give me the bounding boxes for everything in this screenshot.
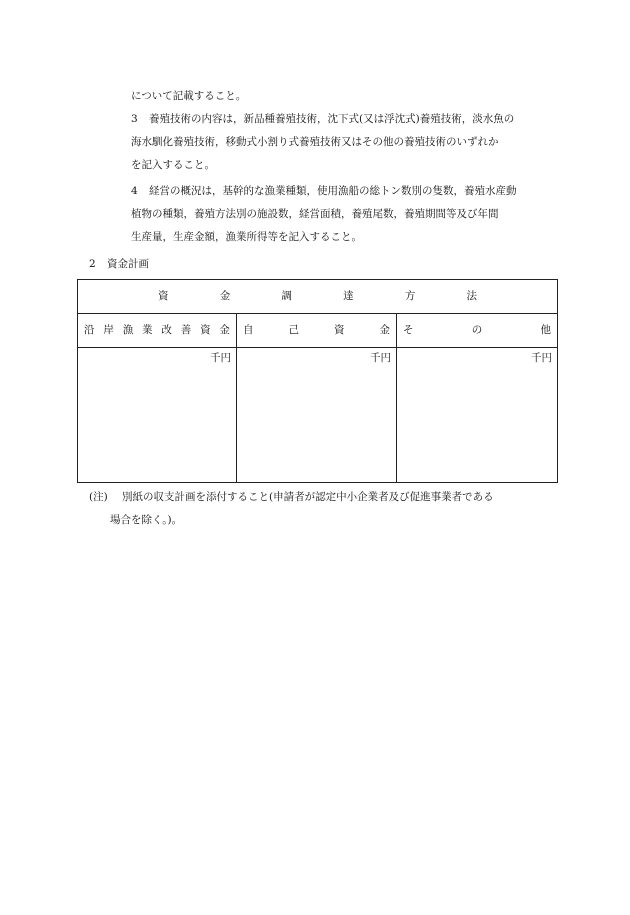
col-char: 自 [243, 324, 254, 336]
item-3-line-3: を記入すること。 [131, 159, 215, 171]
item-3-number: 3 [131, 113, 138, 125]
header-char: 調 [281, 290, 292, 302]
item-4-line-1 [131, 184, 517, 198]
col-char: 資 [200, 324, 211, 336]
table-column-row [78, 314, 558, 348]
cell-coastal [78, 348, 237, 483]
column-header-coastal [78, 314, 237, 348]
table-header-cell [78, 280, 558, 314]
col-char: 金 [219, 324, 230, 336]
note-line-2: 場合を除く。)。 [110, 514, 183, 526]
item-3-line-1 [131, 112, 514, 126]
item-3-text-1: 養殖技術の内容は，新品種養殖技術，沈下式(又は浮沈式)養殖技術，淡水魚の [149, 113, 515, 125]
col-char: の [471, 324, 483, 336]
col-char: 岸 [103, 324, 114, 336]
col-char: 善 [180, 324, 192, 336]
note-label: (注) [89, 491, 108, 503]
intro-continuation: について記載すること。 [131, 90, 247, 102]
section-heading [89, 257, 149, 271]
header-char: 方 [404, 290, 416, 302]
col-char: 己 [288, 324, 299, 336]
cell-own [237, 348, 397, 483]
funding-table [77, 279, 558, 483]
col-char: 業 [142, 324, 153, 336]
col-char: 他 [540, 324, 552, 336]
item-4-number: 4 [131, 185, 138, 197]
table-header-title [78, 280, 557, 313]
item-4-line-2: 植物の種類，養殖方法別の施設数，経営面積，養殖尾数，養殖期間等及び年間 [131, 208, 499, 220]
section-number: 2 [89, 258, 96, 270]
col-char: 金 [379, 324, 390, 336]
col-char: 資 [334, 324, 345, 336]
col-char: 漁 [122, 324, 134, 336]
column-header-other [397, 314, 558, 348]
cell-other [397, 348, 558, 483]
header-char: 法 [466, 290, 478, 302]
table-header-row [78, 280, 558, 314]
table-data-row [78, 348, 558, 483]
column-header-coastal-label [78, 314, 236, 347]
col-char: 改 [161, 324, 172, 336]
item-4-text-1: 経営の概況は，基幹的な漁業種類，使用漁船の総トン数別の隻数，養殖水産動 [149, 185, 517, 197]
section-title: 資金計画 [107, 258, 149, 270]
item-3-line-2: 海水馴化養殖技術，移動式小割り式養殖技術又はその他の養殖技術のいずれか [131, 136, 499, 148]
unit-label: 千円 [531, 352, 553, 364]
item-4-line-3: 生産量，生産金額，漁業所得等を記入すること。 [131, 231, 362, 243]
col-char: 沿 [84, 324, 95, 336]
unit-label: 千円 [210, 352, 231, 364]
header-char: 金 [219, 290, 231, 302]
header-char: 資 [158, 290, 169, 302]
header-char: 達 [343, 290, 354, 302]
column-header-own-label [237, 314, 396, 347]
unit-label: 千円 [370, 352, 391, 364]
column-header-other-label [397, 314, 557, 347]
note-line-1 [89, 490, 494, 504]
note-text-1: 別紙の収支計画を添付すること(申請者が認定中小企業者及び促進事業者である [122, 491, 494, 503]
col-char: そ [403, 324, 414, 336]
column-header-own [237, 314, 397, 348]
